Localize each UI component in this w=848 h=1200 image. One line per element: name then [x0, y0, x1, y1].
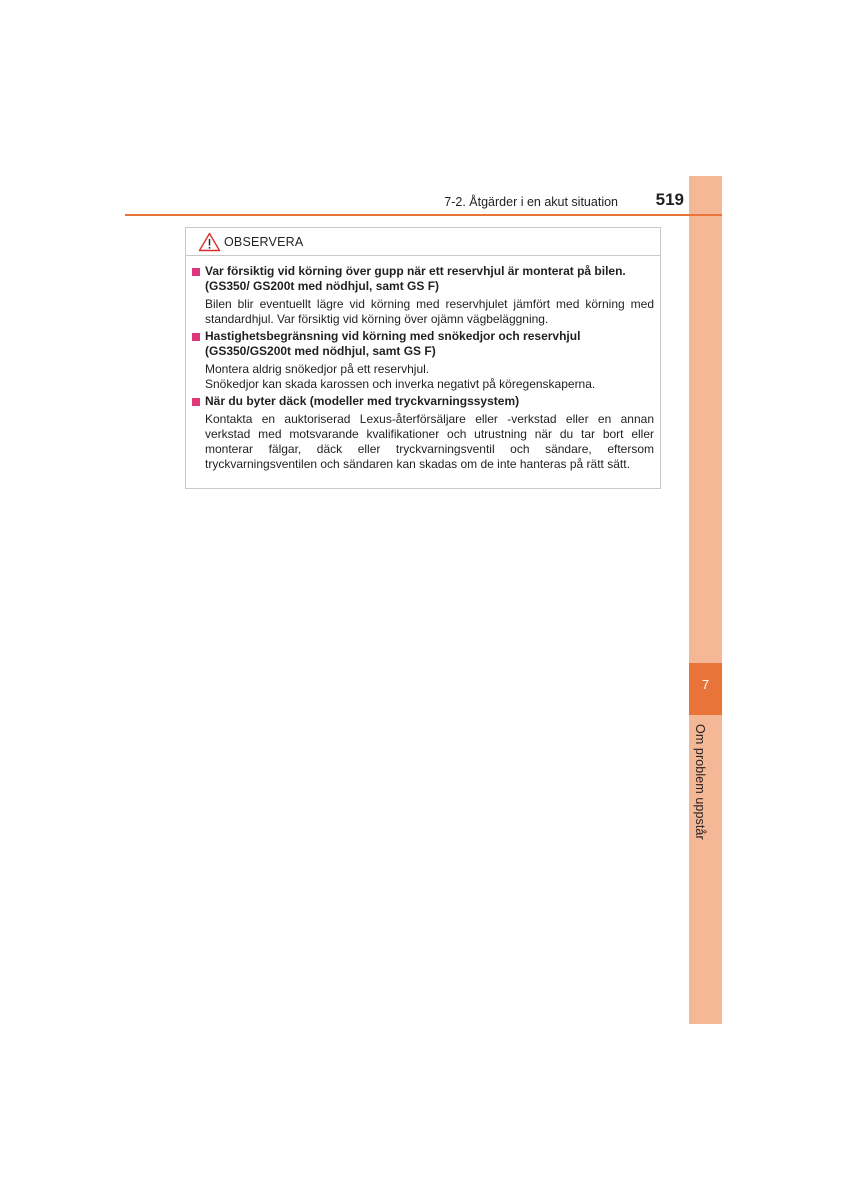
caution-header — [186, 228, 660, 256]
chapter-side-tab — [689, 176, 722, 1024]
bullet-square-icon — [192, 268, 200, 276]
chapter-label: Om problem uppstår — [693, 724, 707, 840]
caution-box — [185, 227, 661, 489]
caution-item-text: Kontakta en auktoriserad Lexus-återförsäljare eller -verkstad eller en annan verkstad med motsvarande kvalifikationer och utrustning när du tar bort eller monterar fälgar, däck eller tryckvarningsventil och sändare, eftersom tryckvarningsventilen och sändaren kan skadas om de inte hanteras på rätt sätt. — [205, 412, 654, 471]
caution-item-title: När du byter däck (modeller med tryckvarningssystem) — [205, 394, 520, 408]
caution-label: OBSERVERA — [224, 234, 304, 249]
caution-item-title: Hastighetsbegränsning vid körning med snökedjor och reservhjul (GS350/GS200t med nödhjul, samt GS F) — [205, 329, 581, 358]
chapter-number-tab[interactable] — [689, 663, 722, 715]
header-divider — [125, 214, 722, 216]
warning-triangle-icon — [198, 232, 221, 252]
bullet-square-icon — [192, 333, 200, 341]
section-title: 7-2. Åtgärder i en akut situation — [444, 195, 618, 209]
chapter-number: 7 — [701, 677, 710, 692]
caution-item-title: Var försiktig vid körning över gupp när ett reservhjul är monterat på bilen. (GS350/ GS200t med nödhjul, samt GS F) — [205, 264, 626, 293]
bullet-square-icon — [192, 398, 200, 406]
caution-body — [186, 256, 660, 472]
caution-item — [192, 329, 654, 392]
caution-item — [192, 394, 654, 472]
caution-item — [192, 264, 654, 327]
caution-item-text: Snökedjor kan skada karossen och inverka negativt på köregenskaperna. — [205, 377, 596, 391]
page-number: 519 — [655, 190, 684, 209]
caution-item-text: Bilen blir eventuellt lägre vid körning med reservhjulet jämfört med körning med standardhjul. Var försiktig vid körning över ojämn vägbeläggning. — [205, 297, 654, 326]
caution-item-text: Montera aldrig snökedjor på ett reservhjul. — [205, 362, 430, 376]
